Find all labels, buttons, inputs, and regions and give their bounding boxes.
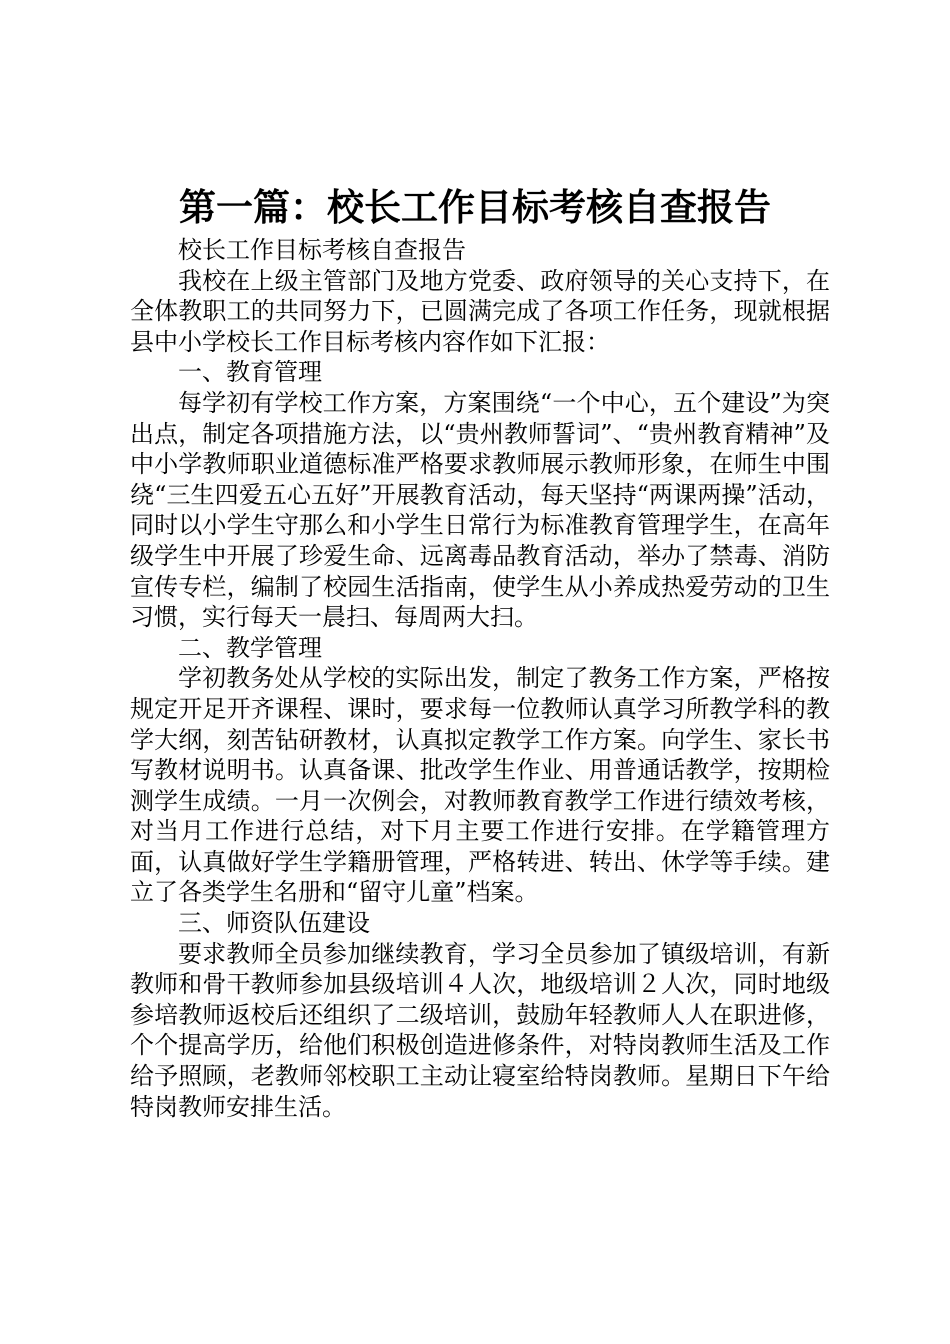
subtitle-paragraph: 校长工作目标考核自查报告 xyxy=(178,236,466,264)
education-management-paragraph: 每学初有学校工作方案，方案围绕“一个中心，五个建设”为突出点，制定各项措施方法，以“贵州教师誓词”、“贵州教育精神”及中小学教师职业道德标准严格要求教师展示教师形象，在师生中围绕“三生四爱五心五好”开展教育活动，每天坚持“两课两操”活动，同时以小学生守那么和小学生日常行为标准教育管理学生，在高年级学生中开展了珍爱生命、远离毒品教育活动，举办了禁毒、消防宣传专栏，编制了校园生活指南，使学生从小养成热爱劳动的卫生习惯，实行每天一晨扫、每周两大扫。 xyxy=(130,388,830,632)
teacher-development-paragraph: 要求教师全员参加继续教育，学习全员参加了镇级培训，有新教师和骨干教师参加县级培训４人次，地级培训２人次，同时地级参培教师返校后还组织了二级培训，鼓励年轻教师人人在职进修，个个提高学历，给他们积极创造进修条件，对特岗教师生活及工作给予照顾，老教师邻校职工主动让寝室给特岗教师。星期日下午给特岗教师安排生活。 xyxy=(130,939,830,1121)
document-title: 第一篇：校长工作目标考核自查报告 xyxy=(179,185,771,229)
section-heading-education-management: 一、教育管理 xyxy=(178,358,322,387)
intro-paragraph: 我校在上级主管部门及地方党委、政府领导的关心支持下，在全体教职工的共同努力下，已圆满完成了各项工作任务，现就根据县中小学校长工作目标考核内容作如下汇报： xyxy=(130,266,830,356)
section-heading-teaching-management: 二、教学管理 xyxy=(178,633,322,662)
section-heading-teacher-development: 三、师资队伍建设 xyxy=(178,909,370,938)
document-body xyxy=(130,235,830,1122)
teaching-management-paragraph: 学初教务处从学校的实际出发，制定了教务工作方案，严格按规定开足开齐课程、课时，要求每一位教师认真学习所教学科的教学大纲，刻苦钻研教材，认真拟定教学工作方案。向学生、家长书写教材说明书。认真备课、批改学生作业、用普通话教学，按期检测学生成绩。一月一次例会，对教师教育教学工作进行绩效考核，对当月工作进行总结，对下月主要工作进行安排。在学籍管理方面，认真做好学生学籍册管理，严格转进、转出、休学等手续。建立了各类学生名册和“留守儿童”档案。 xyxy=(130,664,830,907)
